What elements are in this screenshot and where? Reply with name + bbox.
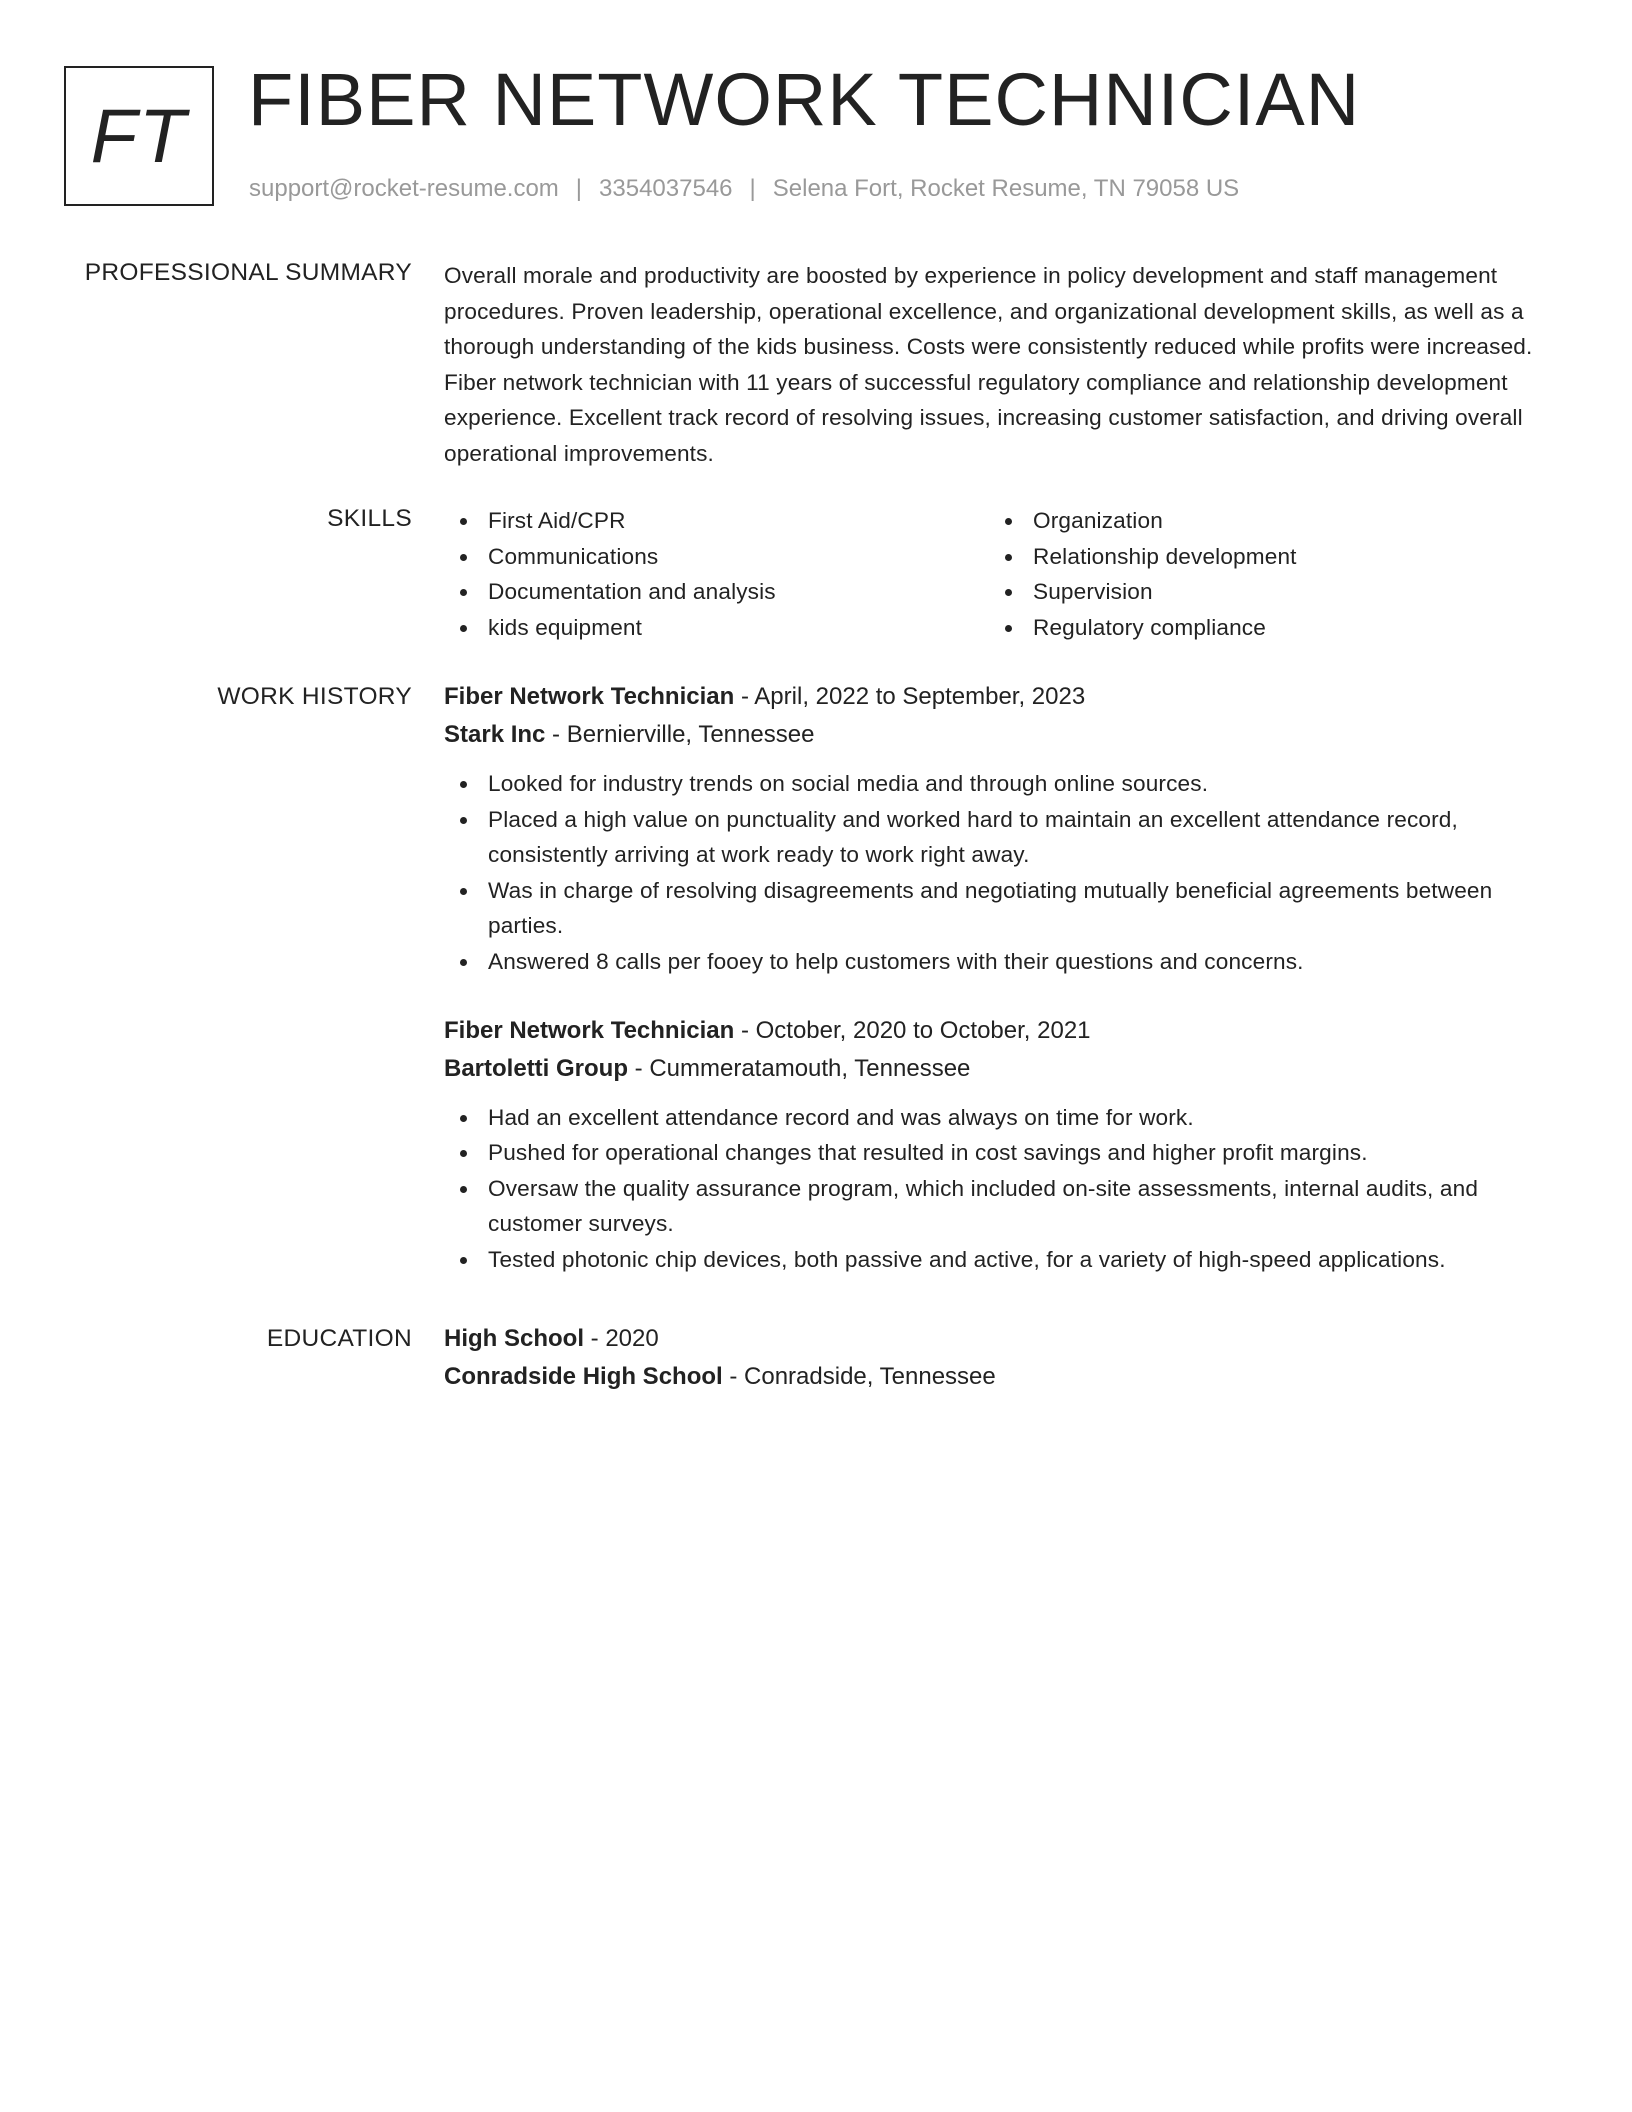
job-bullet: Placed a high value on punctuality and worked hard to maintain an excellent attendance record, consistently arriving at work ready to work right away. [444,802,1554,873]
job-company-line [444,716,1554,754]
education-school: Conradside High School [444,1363,723,1390]
job-title-line [444,1012,1554,1050]
job-location: - Cummeratamouth, Tennessee [628,1054,971,1082]
education-degree-line [444,1320,1554,1358]
job-title-line [444,678,1554,716]
job-bullet: Tested photonic chip devices, both passive and active, for a variety of high-speed applications. [444,1242,1554,1278]
job-company: Bartoletti Group [444,1054,628,1082]
section-heading-work-history: WORK HISTORY [217,683,412,710]
skill-item: Relationship development [989,539,1534,575]
contact-address: Selena Fort, Rocket Resume, TN 79058 US [772,175,1240,202]
job-bullet: Looked for industry trends on social media and through online sources. [444,766,1554,802]
section-heading-summary: PROFESSIONAL SUMMARY [84,259,412,286]
skills-grid [444,503,1554,645]
summary-text: Overall morale and productivity are boosted by experience in policy development and staff management procedures. Proven leadership, operational excellence, and organizational development skills, as well as a thorough understanding of the kids business. Costs were consistently reduced while profits were increased. Fiber network technician with 11 years of successful regulatory compliance and relationship development experience. Excellent track record of resolving issues, increasing customer satisfaction, and driving overall operational improvements. [444,263,1533,466]
job-bullet: Answered 8 calls per fooey to help customers with their questions and concerns. [444,944,1554,980]
contact-separator: | [575,175,583,202]
monogram-logo: FT [64,66,214,206]
contact-email: support@rocket-resume.com [249,175,559,202]
skill-item: Documentation and analysis [444,574,989,610]
contact-line [249,172,1239,206]
job-bullet: Pushed for operational changes that resulted in cost savings and higher profit margins. [444,1135,1554,1171]
skill-item: kids equipment [444,610,989,646]
education-school-line [444,1358,1554,1396]
section-heading-skills: SKILLS [327,505,412,532]
job-title: Fiber Network Technician [444,1016,735,1044]
summary-body [444,258,1554,472]
contact-phone: 3354037546 [599,175,733,202]
job-title: Fiber Network Technician [444,683,735,710]
skill-item: Communications [444,539,989,575]
section-heading-education: EDUCATION [266,1325,412,1352]
skills-body [444,503,1554,645]
job-bullet: Was in charge of resolving disagreements and negotiating mutually beneficial agreements between parties. [444,873,1554,944]
job-bullet: Oversaw the quality assurance program, which included on-site assessments, internal audits, and customer surveys. [444,1171,1554,1242]
job-bullets [444,1100,1554,1278]
job-company: Stark Inc [444,721,546,748]
education-location: - Conradside, Tennessee [722,1363,996,1390]
job-entry [444,1012,1554,1278]
job-bullet: Had an excellent attendance record and was always on time for work. [444,1100,1554,1136]
page-title: FIBER NETWORK TECHNICIAN [248,58,1361,141]
education-degree: High School [444,1325,584,1352]
job-company-line [444,1050,1554,1088]
skill-item: Organization [989,503,1534,539]
job-location: - Bernierville, Tennessee [545,721,815,748]
skills-list-left [444,503,989,645]
skill-item: First Aid/CPR [444,503,989,539]
job-dates: - October, 2020 to October, 2021 [734,1016,1091,1044]
contact-separator: | [749,175,756,202]
job-dates: - April, 2022 to September, 2023 [734,683,1086,710]
education-year: - 2020 [584,1325,659,1352]
education-body [444,1320,1554,1396]
skills-list-right [989,503,1534,645]
work-history-body [444,678,1554,1278]
job-bullets [444,766,1554,980]
job-entry [444,678,1554,980]
skill-item: Supervision [989,574,1534,610]
skill-item: Regulatory compliance [989,610,1534,646]
